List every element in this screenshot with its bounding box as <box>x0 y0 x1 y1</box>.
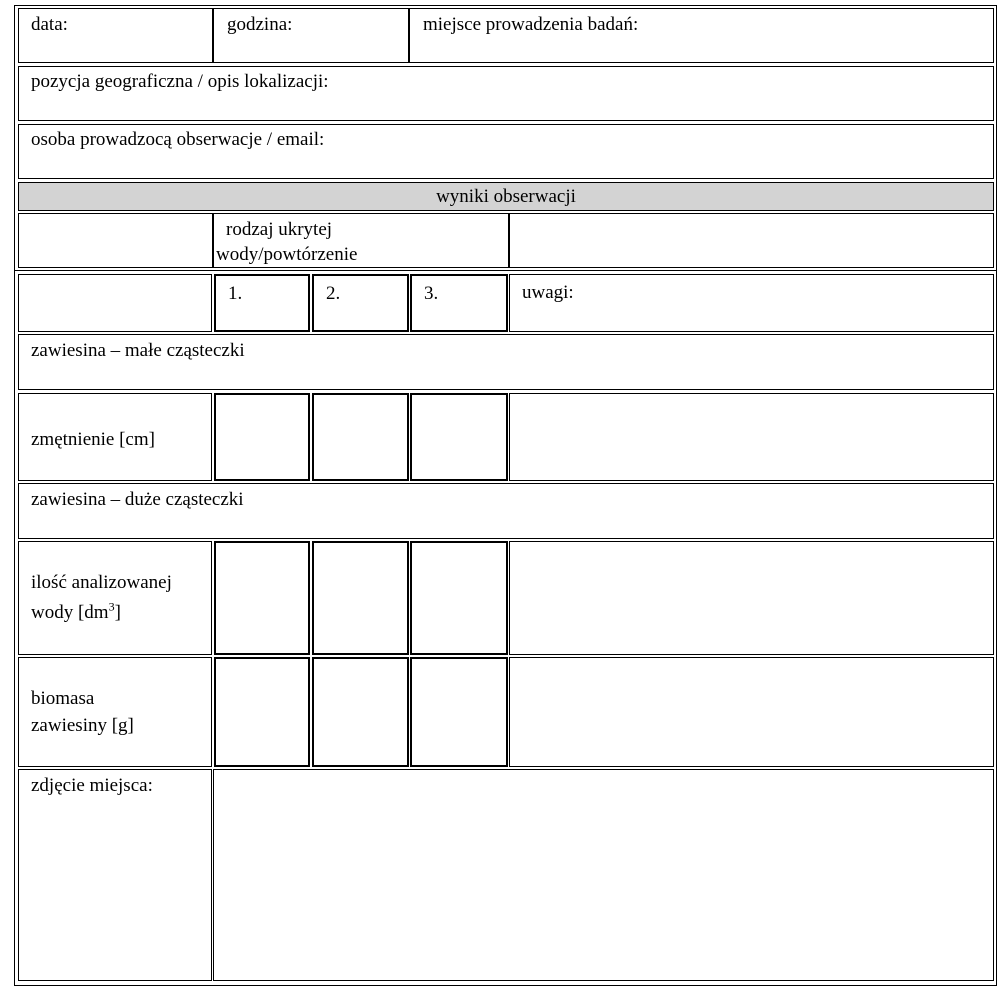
place-cell[interactable] <box>409 8 994 63</box>
turbidity-label: zmętnienie [cm] <box>31 429 155 450</box>
water-type-cell <box>213 213 509 268</box>
volume-label-line1: ilość analizowanej <box>31 572 172 593</box>
time-label: godzina: <box>227 14 293 35</box>
turbidity-rep-3-input[interactable] <box>410 393 508 481</box>
rep-3-label: 3. <box>424 283 439 304</box>
rep-2-label: 2. <box>326 283 341 304</box>
water-type-line2: wody/powtórzenie <box>216 244 358 265</box>
turbidity-rep-2-input[interactable] <box>312 393 409 481</box>
volume-rep-3-input[interactable] <box>410 541 508 655</box>
remarks-header-cell <box>509 274 994 332</box>
turbidity-rep-1-input[interactable] <box>214 393 310 481</box>
geo-cell[interactable] <box>18 66 994 121</box>
small-particles-section <box>18 334 994 390</box>
date-cell[interactable] <box>18 8 213 63</box>
water-type-line1: rodzaj ukrytej <box>226 219 333 240</box>
observer-cell[interactable] <box>18 124 994 179</box>
rep-header-empty-cell <box>18 274 212 332</box>
large-particles-label: zawiesina – duże cząsteczki <box>31 489 244 510</box>
remarks-label: uwagi: <box>522 282 574 303</box>
volume-unit-exponent: 3 <box>108 599 115 614</box>
biomass-rep-2-input[interactable] <box>312 657 409 767</box>
volume-label-line2: wody $[dm^3]$ <box>31 599 121 623</box>
photo-label: zdjęcie miejsca: <box>31 775 153 796</box>
turbidity-remarks-input[interactable] <box>509 393 994 481</box>
volume-rep-2-input[interactable] <box>312 541 409 655</box>
time-cell[interactable] <box>213 8 409 63</box>
biomass-rep-3-input[interactable] <box>410 657 508 767</box>
rep-2-header <box>312 274 409 332</box>
biomass-label-cell <box>18 657 212 767</box>
biomass-label-line2: zawiesiny [g] <box>31 715 134 736</box>
biomass-rep-1-input[interactable] <box>214 657 310 767</box>
rep-1-header <box>214 274 310 332</box>
biomass-remarks-input[interactable] <box>509 657 994 767</box>
turbidity-label-cell <box>18 393 212 481</box>
photo-label-cell <box>18 769 212 981</box>
volume-remarks-input[interactable] <box>509 541 994 655</box>
water-type-value-cell[interactable] <box>509 213 994 268</box>
place-label: miejsce prowadzenia badań: <box>423 14 639 35</box>
small-particles-label: zawiesina – małe cząsteczki <box>31 340 245 361</box>
results-header-label: wyniki obserwacji <box>436 186 576 207</box>
results-header <box>18 182 994 211</box>
biomass-label-line1: biomasa <box>31 688 95 709</box>
volume-label-cell <box>18 541 212 655</box>
volume-rep-1-input[interactable] <box>214 541 310 655</box>
photo-area[interactable] <box>213 769 994 981</box>
date-label: data: <box>31 14 68 35</box>
water-type-empty-cell <box>18 213 213 268</box>
rep-1-label: 1. <box>228 283 243 304</box>
geo-label: pozycja geograficzna / opis lokalizacji: <box>31 71 329 92</box>
large-particles-section <box>18 483 994 539</box>
rep-3-header <box>410 274 508 332</box>
section-divider <box>15 270 996 271</box>
observer-label: osoba prowadzocą obserwacje / email: <box>31 129 325 150</box>
